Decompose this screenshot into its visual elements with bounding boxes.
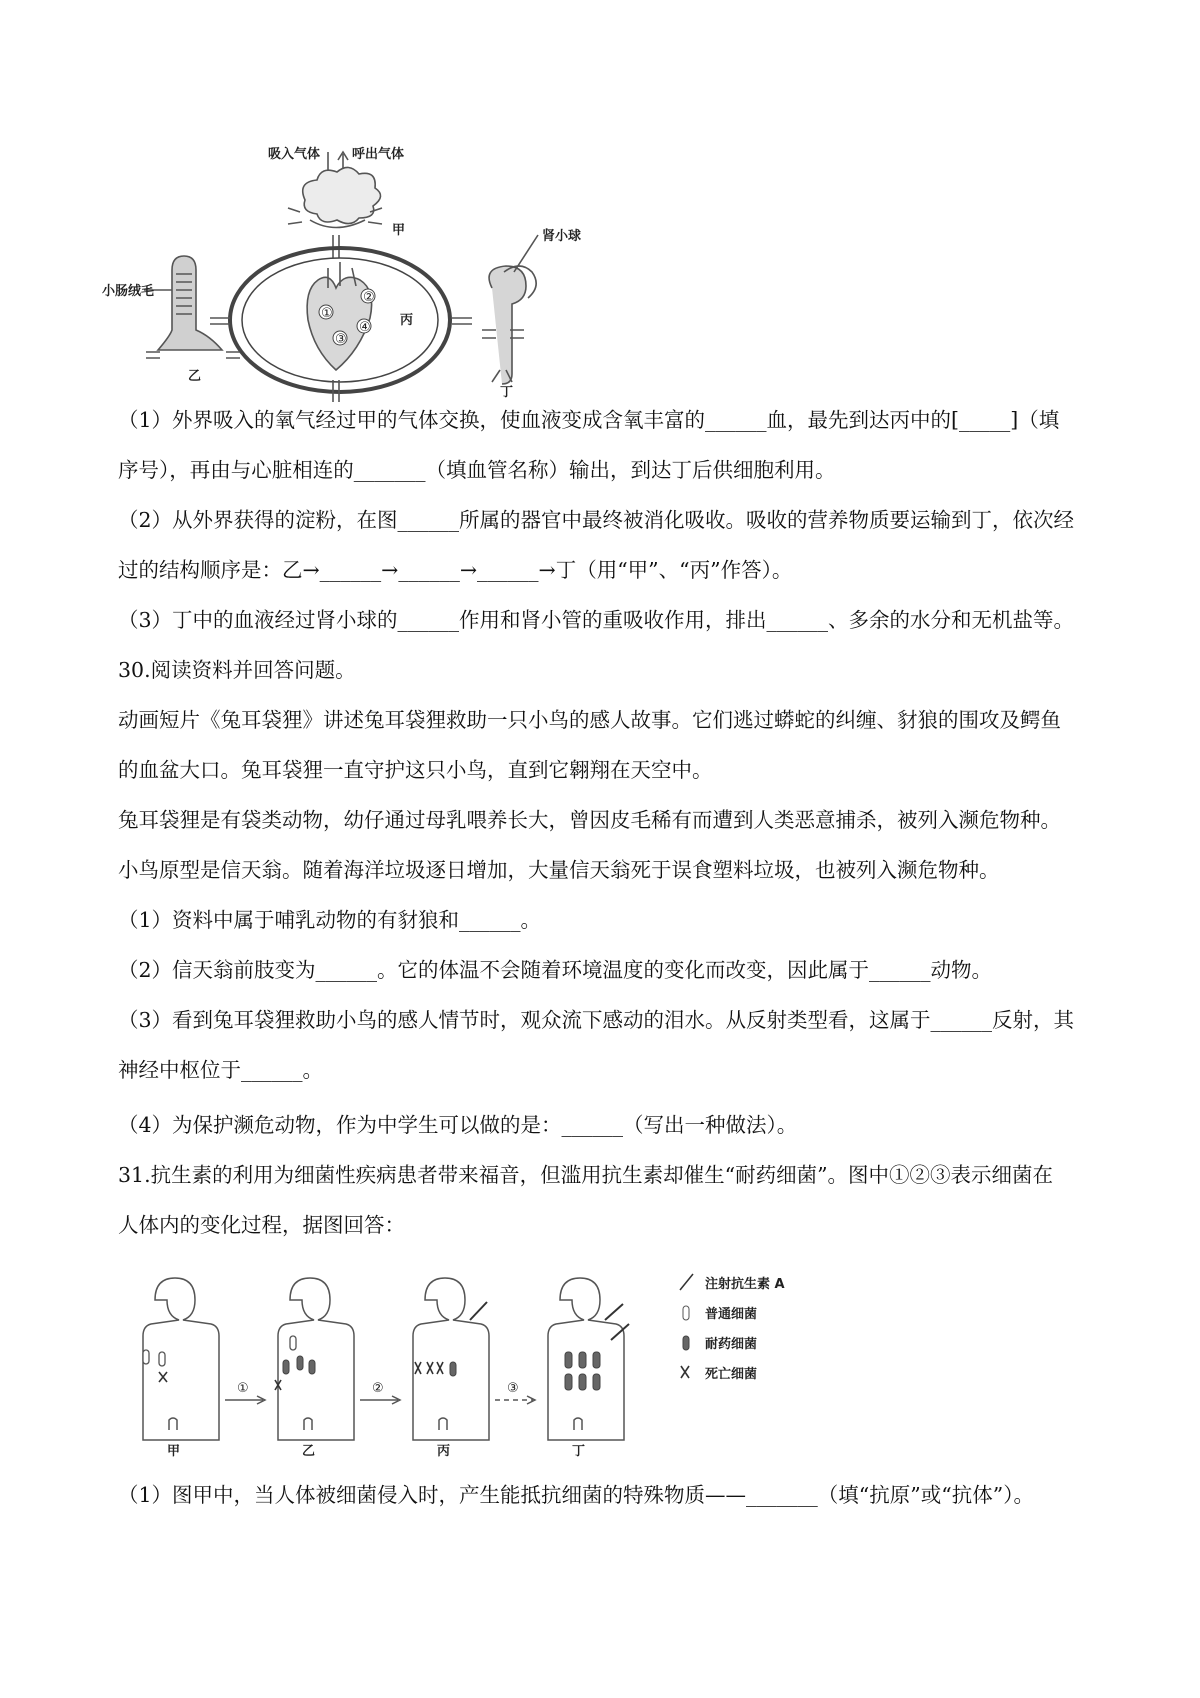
heart-label-3: ③ — [335, 332, 347, 347]
circulation-diagram — [100, 140, 620, 405]
jia-label: 甲 — [392, 223, 406, 238]
syringe-icon — [680, 1274, 693, 1290]
heart-label-1: ① — [321, 306, 333, 321]
villi-label: 小肠绒毛 — [102, 284, 155, 299]
heart-label-4: ④ — [359, 320, 371, 335]
exhale-label: 呼出气体 — [352, 147, 405, 162]
normal-bacteria-icon — [683, 1306, 689, 1320]
q30-paragraph-3: 小鸟原型是信天翁。随着海洋垃圾逐日增加，大量信天翁死于误食塑料垃圾，也被列入濒危物种。 — [118, 858, 1000, 882]
body-label-yi: 乙 — [302, 1444, 316, 1459]
q30-paragraph-1b: 的血盆大口。兔耳袋狸一直守护这只小鸟，直到它翱翔在天空中。 — [118, 758, 713, 782]
body-outline-jia — [143, 1278, 219, 1440]
antibiotic-resistance-diagram — [115, 1260, 855, 1460]
bing-label: 丙 — [400, 313, 414, 328]
q29-1-line-b: 序号），再由与心脏相连的_______（填血管名称）输出，到达丁后供细胞利用。 — [118, 458, 836, 482]
body-outline-yi — [278, 1278, 354, 1440]
q31-line-a: 31.抗生素的利用为细菌性疾病患者带来福音，但滥用抗生素却催生“耐药细菌”。图中①②③表示细菌在 — [118, 1163, 1054, 1187]
q29-2-line-b: 过的结构顺序是：乙→______→______→______→丁（用“甲”、“丙”作答）。 — [118, 558, 793, 582]
step-label-3: ③ — [507, 1381, 519, 1396]
body-label-ding: 丁 — [572, 1444, 586, 1459]
q31-1-line: （1）图甲中，当人体被细菌侵入时，产生能抵抗细菌的特殊物质——_______（填“抗原”或“抗体”）。 — [118, 1483, 1034, 1507]
q30-paragraph-2: 兔耳袋狸是有袋类动物，幼仔通过母乳喂养长大，曾因皮毛稀有而遭到人类恶意捕杀，被列入濒危物种。 — [118, 808, 1061, 832]
q30-1-line: （1）资料中属于哺乳动物的有豺狼和______。 — [118, 908, 542, 932]
q29-2-line-a: （2）从外界获得的淀粉，在图______所属的器官中最终被消化吸收。吸收的营养物质要运输到丁，依次经 — [118, 508, 1075, 532]
q29-1-line-a: （1）外界吸入的氧气经过甲的气体交换，使血液变成含氧丰富的______血，最先到达丙中的[_____]（填 — [118, 408, 1060, 432]
legend-dead-bacteria: 死亡细菌 — [705, 1367, 758, 1382]
q30-2-line: （2）信天翁前肢变为______。它的体温不会随着环境温度的变化而改变，因此属于______动物。 — [118, 958, 993, 982]
yi-label: 乙 — [188, 369, 202, 384]
resistant-bacteria-icon — [683, 1336, 689, 1350]
body-outline-bing — [413, 1278, 489, 1440]
step-label-2: ② — [372, 1381, 384, 1396]
q30-3-line-a: （3）看到兔耳袋狸救助小鸟的感人情节时，观众流下感动的泪水。从反射类型看，这属于______反射，其 — [118, 1008, 1075, 1032]
q30-title: 30.阅读资料并回答问题。 — [118, 658, 356, 682]
q30-3-line-b: 神经中枢位于______。 — [118, 1058, 323, 1082]
legend-resistant-bacteria: 耐药细菌 — [705, 1337, 758, 1352]
legend-normal-bacteria: 普通细菌 — [705, 1307, 758, 1322]
glomerulus-label: 肾小球 — [542, 229, 582, 244]
q31-line-b: 人体内的变化过程，据图回答： — [118, 1213, 405, 1237]
body-label-jia: 甲 — [167, 1444, 181, 1459]
q29-3-line: （3）丁中的血液经过肾小球的______作用和肾小管的重吸收作用，排出______、多余的水分和无机盐等。 — [118, 608, 1075, 632]
inhale-label: 吸入气体 — [268, 147, 321, 162]
legend-antibiotic: 注射抗生素 A — [705, 1277, 785, 1292]
heart-label-2: ② — [363, 290, 375, 305]
step-label-1: ① — [237, 1381, 249, 1396]
body-label-bing: 丙 — [437, 1444, 451, 1459]
q30-4-line: （4）为保护濒危动物，作为中学生可以做的是：______（写出一种做法）。 — [118, 1113, 798, 1137]
dead-bacteria-icon — [681, 1366, 689, 1378]
ding-label: 丁 — [500, 385, 514, 400]
q30-paragraph-1a: 动画短片《兔耳袋狸》讲述兔耳袋狸救助一只小鸟的感人故事。它们逃过蟒蛇的纠缠、豺狼的围攻及鳄鱼 — [118, 708, 1061, 732]
